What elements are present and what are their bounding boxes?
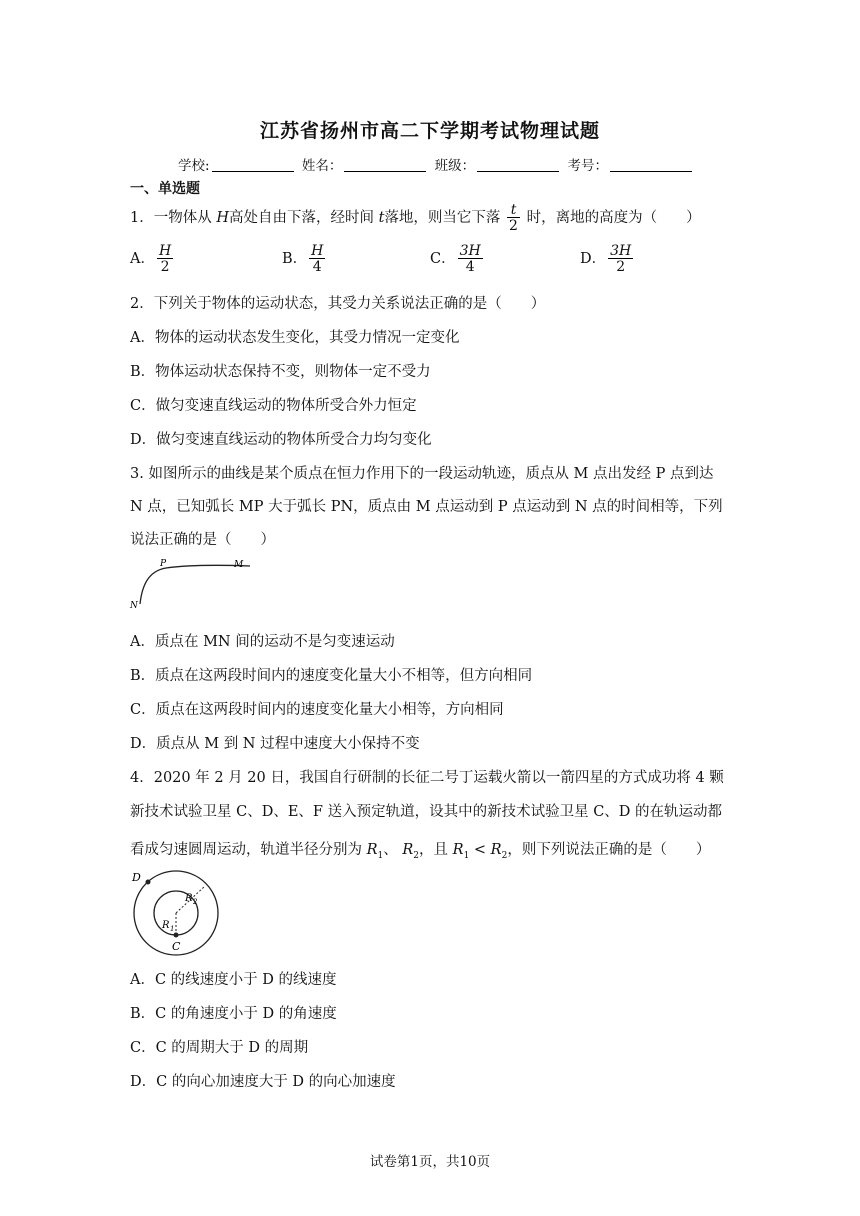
q1-frac-den: 2 <box>509 218 518 234</box>
q2-option-b: B．物体运动状态保持不变，则物体一定不受力 <box>130 364 431 380</box>
q4-ineq-R2: R <box>490 842 502 858</box>
option-label: B． <box>282 251 308 267</box>
frac-den: 4 <box>309 258 325 274</box>
q4-separator: 、 <box>383 842 398 858</box>
q4-var-R2-sub: 2 <box>413 850 420 861</box>
label-N: N <box>130 601 138 611</box>
q1-text-a: 1．一物体从 <box>130 210 212 226</box>
frac-den: 2 <box>608 258 633 274</box>
class-label: 班级： <box>434 158 476 174</box>
q4-option-a: A．C 的线速度小于 D 的线速度 <box>130 972 337 988</box>
option-fraction <box>157 244 173 274</box>
exam-no-blank <box>610 159 692 172</box>
student-info-row <box>178 154 696 174</box>
q2-option-d: D．做匀变速直线运动的物体所受合力均匀变化 <box>130 432 432 448</box>
q1-stem <box>130 203 701 233</box>
label-P: P <box>160 559 167 569</box>
q3-option-a: A．质点在 MN 间的运动不是匀变速运动 <box>130 634 395 650</box>
satellite-D-dot <box>146 880 151 885</box>
q4-option-c: C．C 的周期大于 D 的周期 <box>130 1040 309 1056</box>
option-fraction <box>608 244 633 274</box>
q3-stem-line-1: 3. 如图所示的曲线是某个质点在恒力作用下的一段运动轨迹，质点从 M 点出发经 P 点到达 <box>130 466 714 482</box>
name-blank <box>344 159 426 172</box>
option-fraction <box>309 244 325 274</box>
label-R2-sub: 2 <box>193 898 198 906</box>
q4-var-R2: R <box>402 842 414 858</box>
q3-stem-line-2: N 点，已知弧长 MP 大于弧长 PN，质点由 M 点运动到 P 点运动到 N 点的时间相等，下列 <box>130 499 723 515</box>
school-label: 学校: <box>178 158 210 174</box>
q4-ineq-R1-sub: 1 <box>463 850 470 861</box>
option-label: D． <box>580 251 607 267</box>
satellite-C-dot <box>174 933 179 938</box>
exam-no-label: 考号： <box>567 158 608 174</box>
q4-stem-line-1: 4．2020 年 2 月 20 日，我国自行研制的长征二号丁运载火箭以一箭四星的方式成功将 4 颗 <box>130 770 724 786</box>
q4-orbit-figure <box>128 868 224 958</box>
q4-text-a: 看成匀速圆周运动，轨道半径分别为 <box>130 842 362 858</box>
q1-var-t: t <box>378 210 385 226</box>
q3-option-d: D．质点从 M 到 N 过程中速度大小保持不变 <box>130 736 420 752</box>
q4-ineq-R2-sub: 2 <box>501 850 508 861</box>
option-fraction <box>458 244 483 274</box>
q4-stem-line-2: 新技术试验卫星 C、D、E、F 送入预定轨道，设其中的新技术试验卫星 C、D 的在轨运动都 <box>130 804 723 820</box>
q4-text-b: ，且 <box>419 842 449 858</box>
frac-num: H <box>158 243 172 259</box>
q3-option-c: C．质点在这两段时间内的速度变化量大小相等，方向相同 <box>130 702 504 718</box>
q4-option-d: D．C 的向心加速度大于 D 的向心加速度 <box>130 1074 396 1090</box>
label-R2: R <box>185 893 193 904</box>
section-heading: 一、单选题 <box>130 181 200 197</box>
q1-text-c: 落地，则当它下落 <box>384 210 501 226</box>
q1-text-b: 高处自由下落，经时间 <box>229 210 374 226</box>
q2-stem: 2．下列关于物体的运动状态，其受力关系说法正确的是（ ） <box>130 296 546 312</box>
q1-option-b <box>282 244 327 274</box>
q1-option-c <box>430 244 485 274</box>
page-title: 江苏省扬州市高二下学期考试物理试题 <box>259 120 600 142</box>
trajectory-curve <box>140 565 250 604</box>
label-R1-sub: 1 <box>170 925 175 933</box>
name-label: 姓名： <box>301 158 343 174</box>
option-label: C． <box>430 251 456 267</box>
q4-option-b: B．C 的角速度小于 D 的角速度 <box>130 1006 337 1022</box>
option-label: A． <box>130 251 155 267</box>
q3-stem-line-3: 说法正确的是（ ） <box>130 532 275 548</box>
frac-den: 2 <box>157 258 173 274</box>
q2-option-a: A．物体的运动状态发生变化，其受力情况一定变化 <box>130 330 460 346</box>
q4-ineq-R1: R <box>452 842 464 858</box>
school-blank <box>212 159 294 172</box>
label-C: C <box>172 940 181 953</box>
page-footer: 试卷第1页，共10页 <box>369 1154 491 1170</box>
q3-trajectory-figure <box>128 556 258 612</box>
label-R1: R <box>162 920 170 931</box>
q4-var-R1: R <box>366 842 378 858</box>
q1-option-d <box>580 244 635 274</box>
q4-less-than: < <box>469 842 491 858</box>
frac-num: 3H <box>459 243 481 259</box>
q1-option-a <box>130 244 175 274</box>
q4-var-R1-sub: 1 <box>377 850 384 861</box>
q4-stem-line-3 <box>130 838 710 861</box>
q1-text-d: 时，离地的高度为（ ） <box>526 210 701 226</box>
q4-text-c: ，则下列说法正确的是（ ） <box>507 842 711 858</box>
label-D: D <box>132 871 141 884</box>
frac-num: H <box>311 243 324 259</box>
q1-frac-num: t <box>510 202 517 218</box>
q2-option-c: C．做匀变速直线运动的物体所受合外力恒定 <box>130 398 417 414</box>
frac-den: 4 <box>458 258 483 274</box>
q1-fraction <box>507 203 520 233</box>
frac-num: 3H <box>610 243 632 259</box>
q3-option-b: B．质点在这两段时间内的速度变化量大小不相等，但方向相同 <box>130 668 533 684</box>
class-blank <box>477 159 559 172</box>
q1-var-H: H <box>216 210 229 226</box>
label-M: M <box>234 560 244 570</box>
